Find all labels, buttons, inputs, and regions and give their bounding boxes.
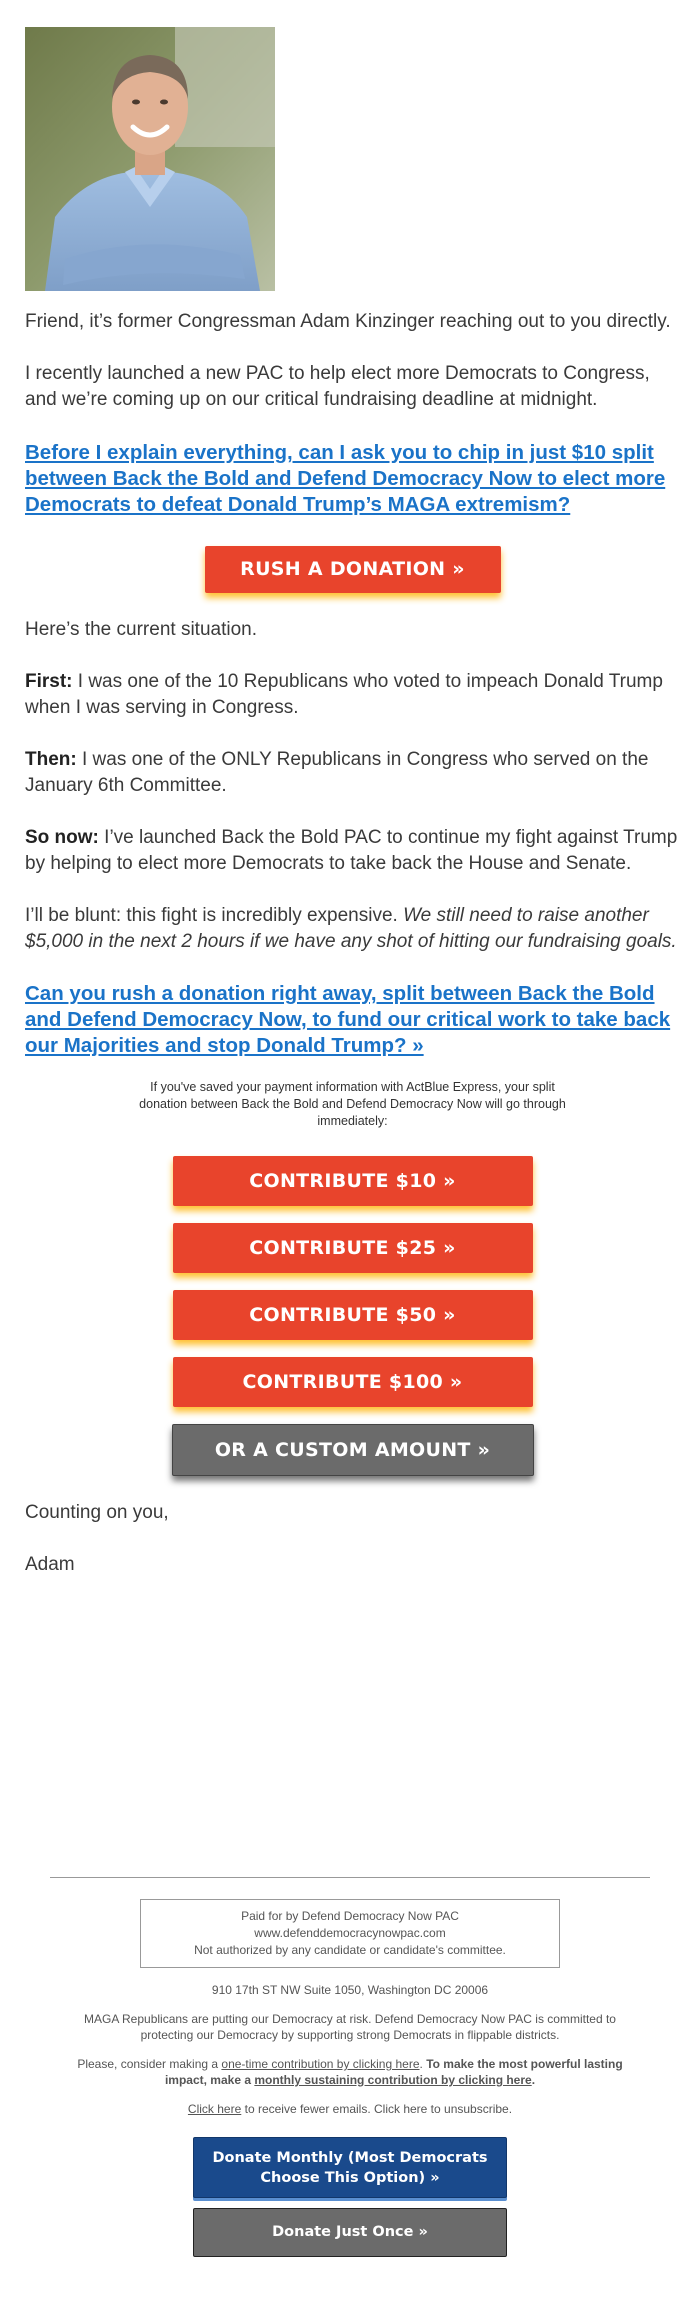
rush-donation-link[interactable]: Can you rush a donation right away, split between Back the Bold and Defend Democracy Now, to fund our critical work to take back our Majorities and stop Donald Trump? »	[25, 982, 671, 1057]
first-paragraph	[25, 669, 680, 721]
first-label: First:	[25, 671, 73, 692]
website-text: www.defenddemocracynowpac.com	[254, 1926, 446, 1940]
contribute-10-button[interactable]: CONTRIBUTE $10 »	[173, 1156, 533, 1206]
footer-divider	[50, 1877, 650, 1878]
then-text: I was one of the ONLY Republicans in Congress who served on the January 6th Committee.	[25, 749, 649, 796]
email-body	[25, 27, 680, 1578]
blunt-text: I’ll be blunt: this fight is incredibly expensive.	[25, 905, 404, 926]
contribute-button-group	[25, 1156, 680, 1476]
first-text: I was one of the 10 Republicans who voted to impeach Donald Trump when I was serving in Congress.	[25, 671, 663, 718]
contribute-50-button[interactable]: CONTRIBUTE $50 »	[173, 1290, 533, 1340]
signoff-name: Adam	[25, 1554, 75, 1575]
lasting-impact-text: To make the most powerful lasting impact, make a	[164, 2057, 623, 2087]
then-label: Then:	[25, 749, 77, 770]
blunt-italic-text: We still need to raise another $5,000 in the next 2 hours if we have any shot of hitting our fundraising goals.	[25, 905, 677, 952]
so-now-text: I’ve launched Back the Bold PAC to continue my fight against Trump by helping to elect more Democrats to take back the House and Senate.	[25, 827, 678, 874]
disclaimer-text: Not authorized by any candidate or candidate's committee.	[194, 1943, 506, 1957]
one-time-contribution-link[interactable]: one-time contribution by clicking here	[221, 2057, 420, 2071]
so-now-paragraph	[25, 825, 680, 877]
chip-in-ask-link[interactable]: Before I explain everything, can I ask you to chip in just $10 split between Back the Bold and Defend Democracy Now to elect more Democrats to defeat Donald Trump’s MAGA extremism?	[25, 441, 666, 516]
mission-text: MAGA Republicans are putting our Democracy at risk. Defend Democracy Now PAC is committed to protecting our Democracy by supporting strong Democrats in flippable districts.	[84, 2012, 616, 2042]
contribute-25-button[interactable]: CONTRIBUTE $25 »	[173, 1223, 533, 1273]
blunt-paragraph	[25, 903, 680, 955]
portrait-photo	[25, 27, 275, 291]
lasting-impact-suffix: .	[531, 2073, 536, 2087]
actblue-express-note: If you've saved your payment information with ActBlue Express, your split donation between Back the Bold and Defend Democracy Now will go through immediately:	[139, 1080, 566, 1128]
address-text: 910 17th ST NW Suite 1050, Washington DC 20006	[211, 1983, 489, 1997]
paid-for-box	[140, 1899, 560, 1968]
situation-lead: Here’s the current situation.	[25, 619, 257, 640]
email-preferences-note	[50, 2101, 650, 2117]
fewer-emails-link[interactable]: Click here	[187, 2102, 242, 2116]
monthly-contribution-link[interactable]: monthly sustaining contribution by clicking here	[254, 2073, 532, 2087]
contribute-100-button[interactable]: CONTRIBUTE $100 »	[173, 1357, 533, 1407]
paid-by-text: Paid for by Defend Democracy Now PAC	[241, 1909, 459, 1923]
so-now-label: So now:	[25, 827, 99, 848]
footer	[50, 1877, 650, 2257]
fewer-emails-text: to receive fewer emails. Click here to unsubscribe.	[241, 2102, 513, 2116]
intro-paragraph-2: I recently launched a new PAC to help elect more Democrats to Congress, and we’re coming up on our critical fundraising deadline at midnight.	[25, 363, 650, 410]
donate-monthly-button[interactable]: Donate Monthly (Most Democrats Choose This Option) »	[193, 2137, 507, 2198]
signoff-line: Counting on you,	[25, 1502, 169, 1523]
intro-paragraph-1: Friend, it’s former Congressman Adam Kinzinger reaching out to you directly.	[25, 311, 671, 332]
consider-prefix: Please, consider making a	[77, 2057, 222, 2071]
donate-once-button[interactable]: Donate Just Once »	[193, 2208, 507, 2257]
custom-amount-button[interactable]: OR A CUSTOM AMOUNT »	[172, 1424, 534, 1476]
contribution-note	[50, 2056, 650, 2088]
rush-donation-button[interactable]: RUSH A DONATION »	[205, 546, 501, 593]
consider-mid: .	[419, 2057, 427, 2071]
then-paragraph	[25, 747, 680, 799]
